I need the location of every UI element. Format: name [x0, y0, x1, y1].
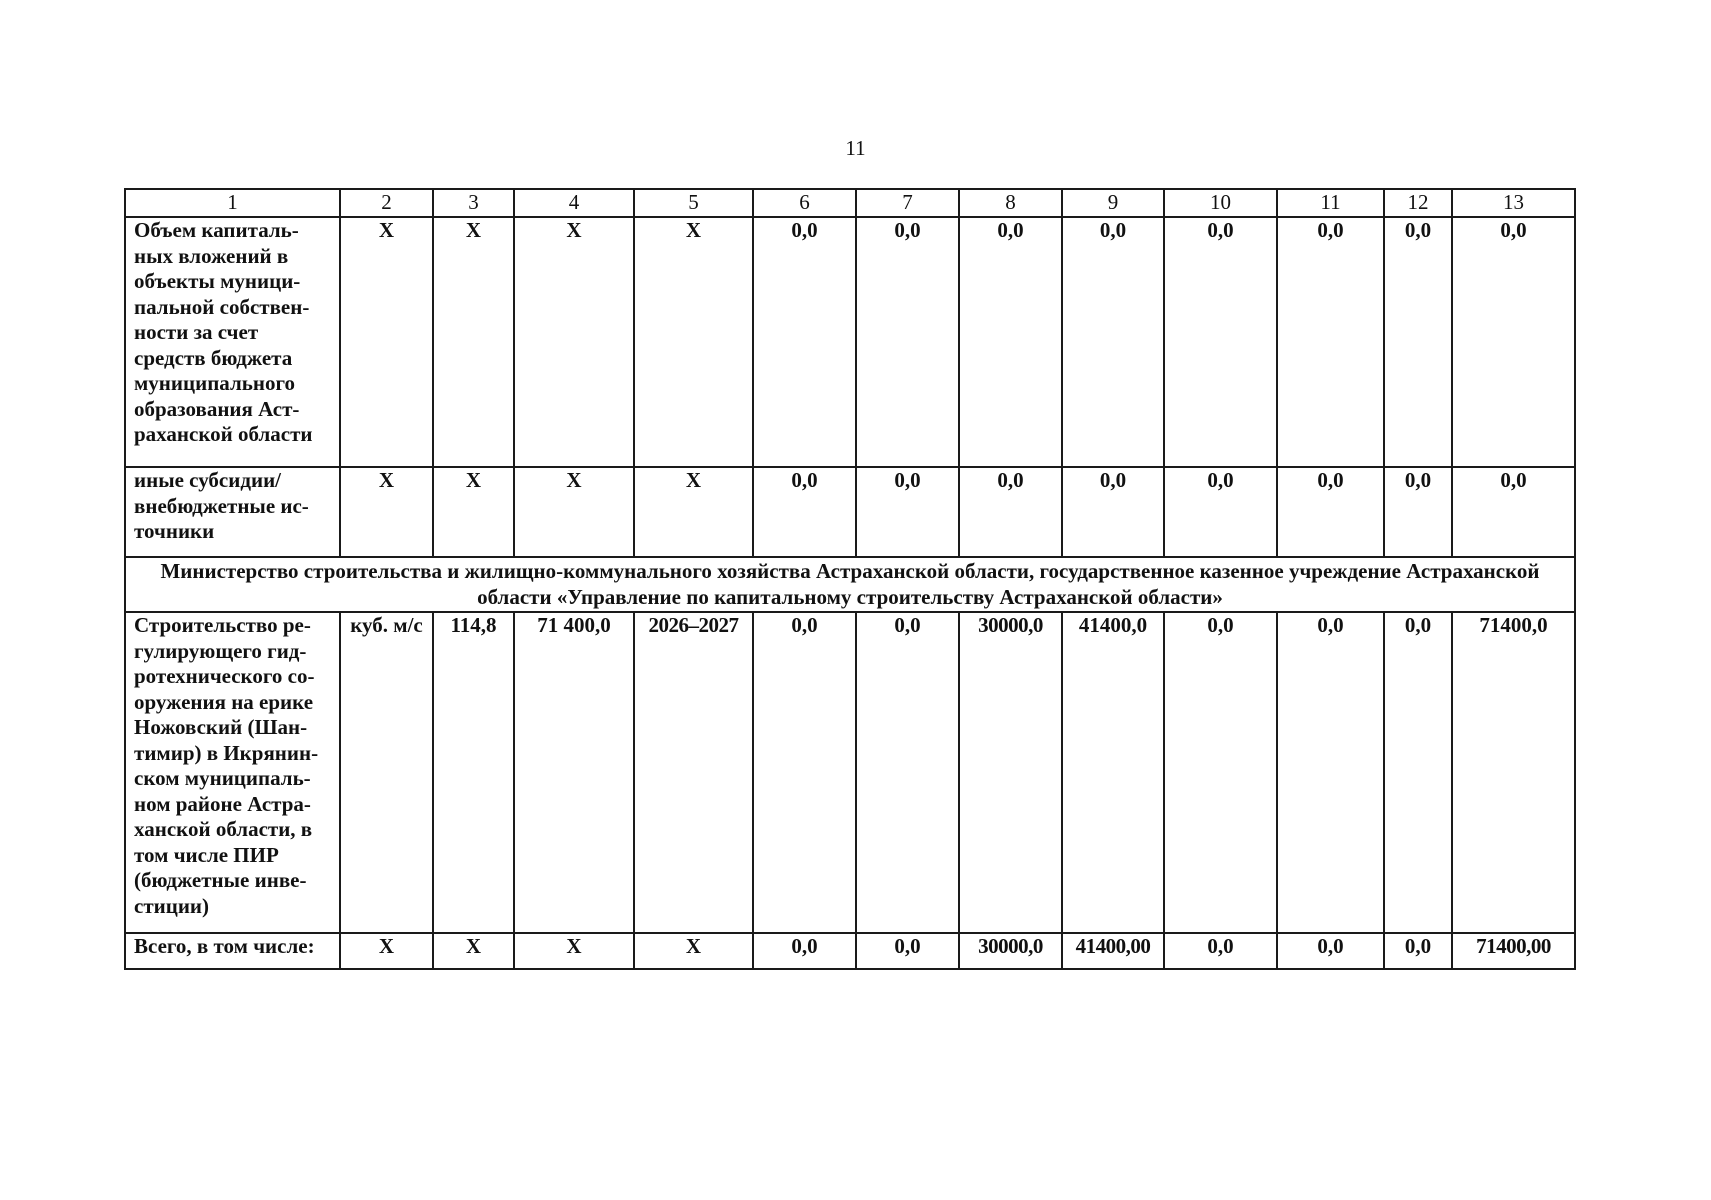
- unit-cell: куб. м/с: [340, 612, 433, 933]
- table-cell: Х: [340, 217, 433, 467]
- table-cell: Х: [433, 933, 514, 969]
- table-cell: Х: [634, 467, 753, 557]
- table-row-construction: [125, 612, 1575, 933]
- table-cell: Х: [340, 933, 433, 969]
- table-cell: 0,0: [1384, 933, 1452, 969]
- table-cell: 0,0: [1062, 467, 1164, 557]
- table-row-capital-investment: [125, 217, 1575, 467]
- column-number: 8: [959, 189, 1062, 217]
- column-number: 5: [634, 189, 753, 217]
- table-cell: Х: [433, 217, 514, 467]
- table-cell: 30000,0: [959, 933, 1062, 969]
- table-cell: 114,8: [433, 612, 514, 933]
- column-number: 13: [1452, 189, 1575, 217]
- column-number: 12: [1384, 189, 1452, 217]
- table-cell: 0,0: [1384, 467, 1452, 557]
- page-number: 11: [845, 136, 866, 160]
- table-cell: 0,0: [1164, 612, 1277, 933]
- table-row-other-subsidies: [125, 467, 1575, 557]
- table-cell: 0,0: [753, 467, 856, 557]
- column-number: 7: [856, 189, 959, 217]
- table-cell: 30000,0: [959, 612, 1062, 933]
- table-section-row: [125, 557, 1575, 612]
- table-cell: 0,0: [1277, 217, 1384, 467]
- table-cell: 0,0: [1062, 217, 1164, 467]
- row-name: Строительство ре-гулирующего гид-ротехнического со-оружения на ерике Ножовский (Шан-тимир) в Икрянин-ском муниципаль-ном районе Астра-ханской области, в том числе ПИР (бюджетные инве-стиции): [125, 612, 340, 933]
- row-name: иные субсидии/ внебюджетные ис-точники: [125, 467, 340, 557]
- table-cell: 0,0: [856, 217, 959, 467]
- table-cell: 71400,0: [1452, 612, 1575, 933]
- table-cell: Х: [340, 467, 433, 557]
- column-number: 1: [125, 189, 340, 217]
- table-cell: 0,0: [1164, 217, 1277, 467]
- table-cell: 2026–2027: [634, 612, 753, 933]
- table-cell: 0,0: [1384, 217, 1452, 467]
- table-cell: 0,0: [1277, 612, 1384, 933]
- column-number: 2: [340, 189, 433, 217]
- table-cell: Х: [514, 217, 634, 467]
- table-cell: 0,0: [1277, 933, 1384, 969]
- header-row: [125, 189, 1575, 217]
- table-cell: Х: [514, 933, 634, 969]
- budget-table: [124, 188, 1576, 970]
- table-cell: Х: [634, 217, 753, 467]
- table-cell: 0,0: [1384, 612, 1452, 933]
- column-number: 9: [1062, 189, 1164, 217]
- table-cell: 0,0: [1164, 467, 1277, 557]
- table-cell: 0,0: [753, 933, 856, 969]
- row-name: Объем капиталь-ных вложений в объекты муници-пальной собствен-ности за счет средств бюджета муниципального образования Аст-раханской области: [125, 217, 340, 467]
- table-cell: 0,0: [753, 217, 856, 467]
- table-cell: 0,0: [753, 612, 856, 933]
- column-number: 4: [514, 189, 634, 217]
- table-cell: 0,0: [856, 612, 959, 933]
- table-cell: 0,0: [959, 467, 1062, 557]
- section-heading: Министерство строительства и жилищно-коммунального хозяйства Астраханской области, государственное казенное учреждение Астраханской области «Управление по капитальному строительству Астраханской области»: [125, 557, 1575, 612]
- table-cell: 41400,00: [1062, 933, 1164, 969]
- table-cell: 0,0: [856, 467, 959, 557]
- table-cell: 71400,00: [1452, 933, 1575, 969]
- table-cell: 0,0: [1164, 933, 1277, 969]
- table-cell: 0,0: [1452, 467, 1575, 557]
- row-name: Всего, в том числе:: [125, 933, 340, 969]
- table-cell: 71 400,0: [514, 612, 634, 933]
- table-row-total: [125, 933, 1575, 969]
- table-cell: 0,0: [1277, 467, 1384, 557]
- table-cell: 0,0: [959, 217, 1062, 467]
- table-cell: Х: [433, 467, 514, 557]
- table-cell: 41400,0: [1062, 612, 1164, 933]
- table-cell: 0,0: [1452, 217, 1575, 467]
- table-cell: Х: [514, 467, 634, 557]
- table-cell: Х: [634, 933, 753, 969]
- column-number: 10: [1164, 189, 1277, 217]
- column-number: 11: [1277, 189, 1384, 217]
- column-number: 6: [753, 189, 856, 217]
- table-cell: 0,0: [856, 933, 959, 969]
- column-number: 3: [433, 189, 514, 217]
